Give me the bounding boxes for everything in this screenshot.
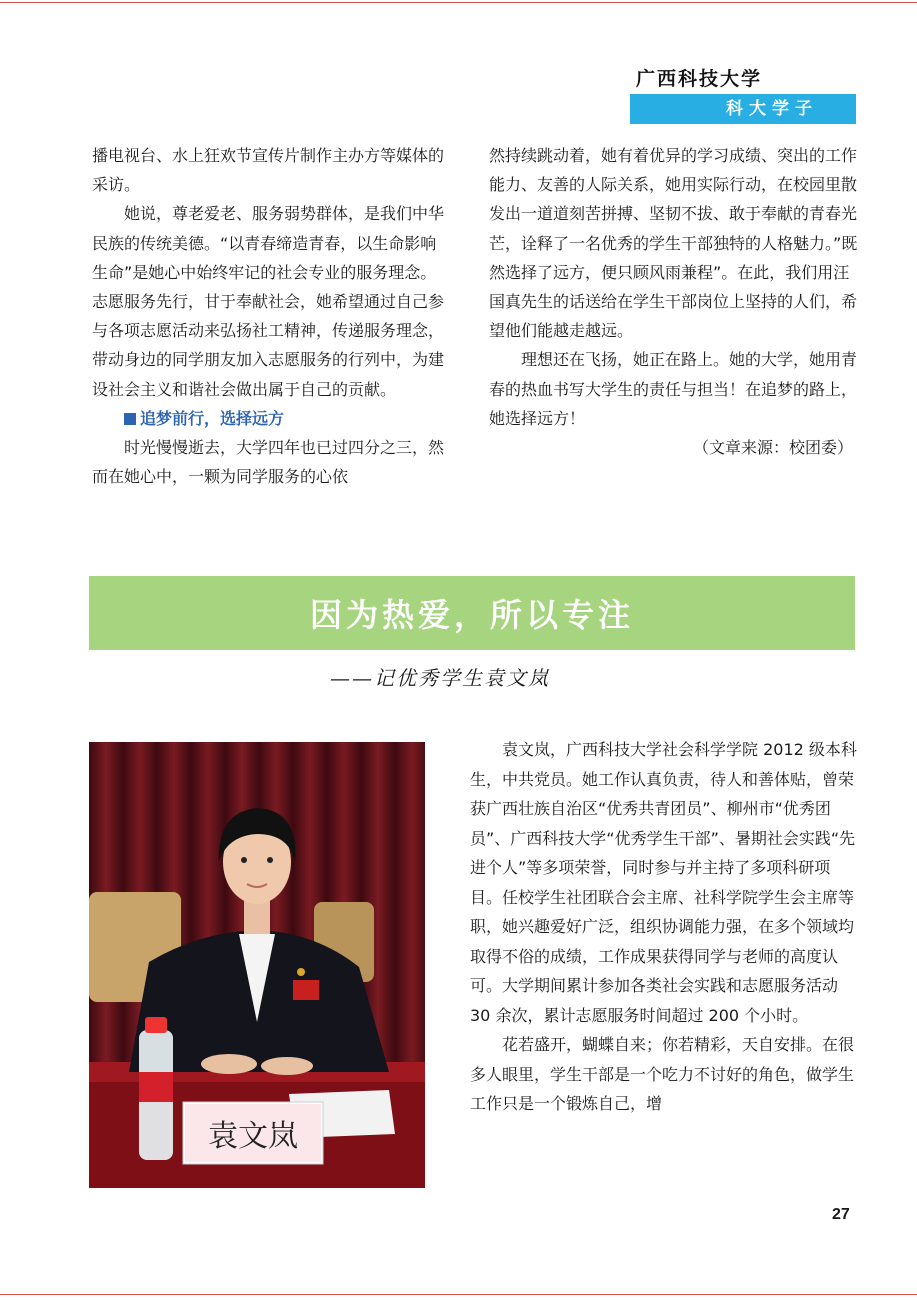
article-byline: ——记优秀学生袁文岚 [330, 666, 550, 690]
paragraph: 理想还在飞扬，她正在路上。她的大学，她用青春的热血书写大学生的责任与担当！在追梦的路上，她选择远方！ [489, 350, 858, 428]
subheading-text: 追梦前行，选择远方 [140, 408, 285, 428]
paragraph: 然持续跳动着，她有着优异的学习成绩、突出的工作能力、友善的人际关系，她用实际行动，在校园里散发出一道道刻苦拼搏、坚韧不拔、敢于奉献的青春光芒，诠释了一名优秀的学生干部独特的人格魅力。”既然选择了远方，便只顾风雨兼程”。在此，我们用汪国真先生的话送给在学生干部岗位上坚持的人们，希望他们能越走越远。 [489, 146, 858, 341]
paragraph: 播电视台、水上狂欢节宣传片制作主办方等媒体的采访。 [92, 146, 445, 195]
student-portrait-photo [89, 742, 425, 1188]
article-title-banner [89, 576, 855, 650]
square-bullet-icon [124, 413, 136, 425]
article-title: 因为热爱，所以专注 [309, 596, 634, 634]
article-source: （文章来源：校团委） [692, 438, 853, 458]
section-label: 科大学子 [630, 94, 856, 124]
section-header [630, 66, 856, 124]
paragraph: 时光慢慢逝去，大学四年也已过四分之三，然而在她心中，一颗为同学服务的心依 [92, 438, 445, 487]
paragraph: 花若盛开，蝴蝶自来；你若精彩，天自安排。在很多人眼里，学生干部是一个吃力不讨好的角色，做学生工作只是一个锻炼自己，增 [470, 1035, 855, 1113]
subheading [92, 404, 452, 433]
nameplate-text: 袁文岚 [208, 1119, 298, 1154]
prev-article-right-column [489, 141, 861, 462]
article-body [470, 735, 858, 1119]
paragraph: 袁文岚，广西科技大学社会科学学院 2012 级本科生，中共党员。她工作认真负责，待人和善体贴，曾荣获广西壮族自治区“优秀共青团员”、柳州市“优秀团员”、广西科技大学“优秀学生干部”、暑期社会实践“先进个人”等多项荣誉，同时参与并主持了多项科研项目。任校学生社团联合会主席、社科学院学生会主席等职，她兴趣爱好广泛，组织协调能力强，在多个领域均取得不俗的成绩，工作成果获得同学与老师的高度认可。大学期间累计参加各类社会实践和志愿服务活动 30 余次，累计志愿服务时间超过 200 个小时。 [470, 740, 857, 1025]
prev-article-left-column [92, 141, 452, 491]
bottom-rule [0, 1294, 917, 1295]
paragraph: 她说，尊老爱老、服务弱势群体，是我们中华民族的传统美德。“以青春缔造青春，以生命影响生命”是她心中始终牢记的社会专业的服务理念。志愿服务先行，甘于奉献社会，她希望通过自己参与各项志愿活动来弘扬社工精神，传递服务理念，带动身边的同学朋友加入志愿服务的行列中，为建设社会主义和谐社会做出属于自己的贡献。 [92, 204, 445, 399]
top-rule [0, 2, 917, 3]
university-name: 广西科技大学 [636, 68, 763, 90]
page-number: 27 [832, 1206, 850, 1223]
